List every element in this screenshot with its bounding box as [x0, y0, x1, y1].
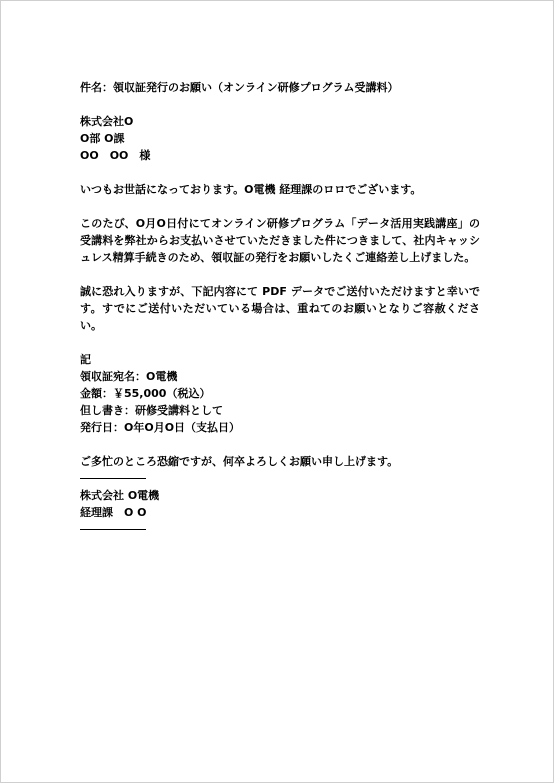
- signature-bottom-rule: [80, 529, 146, 530]
- receipt-amount: 金額：￥55,000（税込）: [80, 387, 211, 400]
- spacer: [80, 266, 480, 283]
- spacer: [80, 436, 480, 453]
- spacer: [80, 334, 480, 351]
- signature-department-person: 経理課 O O: [80, 506, 147, 519]
- receipt-proviso: 但し書き：研修受講料として: [80, 404, 223, 417]
- pdf-request-paragraph: 誠に恐れ入りますが、下記内容にて PDF データでご送付いただけますと幸いです。すでにご送付いただいている場合は、重ねてのお願いとなりご容赦ください。: [80, 285, 480, 332]
- recipient-company: 株式会社O: [80, 115, 134, 128]
- subject-line: 件名：領収証発行のお願い（オンライン研修プログラム受講料）: [80, 81, 399, 94]
- spacer: [80, 198, 480, 215]
- details-heading: 記: [80, 353, 91, 366]
- closing-line: ご多忙のところ恐縮ですが、何卒よろしくお願い申し上げます。: [80, 455, 399, 468]
- receipt-addressee: 領収証宛名：O電機: [80, 370, 178, 383]
- signature-top-rule: [80, 478, 146, 479]
- spacer: [80, 164, 480, 181]
- spacer: [80, 96, 480, 113]
- request-paragraph: このたび、O月O日付にてオンライン研修プログラム「データ活用実践講座」の受講料を弊社からお支払いさせていただきました件につきまして、社内キャッシュレス精算手続きのため、領収証の発行をお願いしたくご連絡差し上げました。: [80, 217, 480, 264]
- letter-body: [80, 79, 480, 538]
- greeting-line: いつもお世話になっております。O電機 経理課のロロでございます。: [80, 183, 422, 196]
- receipt-issue-date: 発行日：O年O月O日（支払日）: [80, 421, 241, 434]
- recipient-department: O部 O課: [80, 132, 125, 145]
- signature-company: 株式会社 O電機: [80, 489, 160, 502]
- recipient-name: OO OO 様: [80, 149, 151, 162]
